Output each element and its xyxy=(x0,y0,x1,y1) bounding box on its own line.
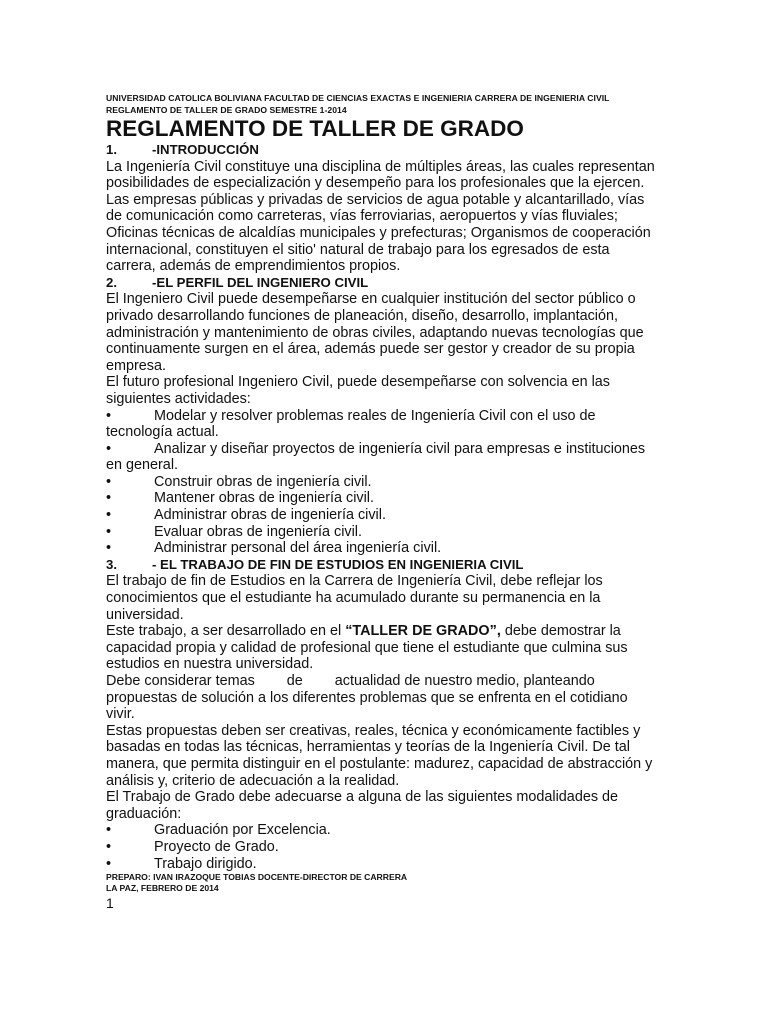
text-line: El futuro profesional Ingeniero Civil, puede desempeñarse con solvencia en las xyxy=(106,374,610,391)
text-line: Oficinas técnicas de alcaldías municipales y prefecturas; Organismos de cooperación xyxy=(106,224,651,241)
list-item xyxy=(106,822,666,839)
text-line: manera, que permita distinguir en el postulante: madurez, capacidad de abstracción y xyxy=(106,755,653,772)
section-heading-trabajo-fin-estudios xyxy=(106,557,666,574)
text-line: vivir. xyxy=(106,706,135,723)
list-item xyxy=(106,839,666,856)
text-line: El trabajo de fin de Estudios en la Carrera de Ingeniería Civil, debe reflejar los xyxy=(106,573,603,590)
text-line: empresa. xyxy=(106,357,166,374)
section-title: -EL PERFIL DEL INGENIERO CIVIL xyxy=(152,274,369,290)
header-line-2: REGLAMENTO DE TALLER DE GRADO SEMESTRE 1-2014 xyxy=(106,105,347,115)
text-line: posibilidades de especialización y desempeño para los profesionales que la ejercen. xyxy=(106,175,645,192)
text-line-taller xyxy=(106,623,666,640)
list-item xyxy=(106,474,666,491)
section-heading-introduccion xyxy=(106,142,666,159)
text-line: internacional, constituyen el sitio' natural de trabajo para los egresados de esta xyxy=(106,241,610,258)
list-item xyxy=(106,490,666,507)
section-number: 2. xyxy=(106,274,117,290)
document-page xyxy=(106,92,666,912)
list-item-text: Modelar y resolver problemas reales de Ingeniería Civil con el uso de xyxy=(154,407,596,424)
bullet-icon: • xyxy=(106,855,112,872)
bullet-icon: • xyxy=(106,490,112,507)
bullet-icon: • xyxy=(106,822,112,839)
bullet-icon: • xyxy=(106,473,112,490)
text-line: El Trabajo de Grado debe adecuarse a alguna de las siguientes modalidades de xyxy=(106,789,619,806)
text-line: propuestas de solución a los diferentes problemas que se enfrenta en el cotidiano xyxy=(106,689,628,706)
list-item-text: Evaluar obras de ingeniería civil. xyxy=(154,523,362,540)
bullet-icon: • xyxy=(106,407,112,424)
list-item-text: Trabajo dirigido. xyxy=(154,855,257,872)
text-fragment: debe demostrar la xyxy=(500,623,621,640)
taller-de-grado-emphasis: “TALLER DE GRADO”, xyxy=(345,623,501,640)
text-line: graduación: xyxy=(106,805,182,822)
text-line: carrera, además de emprendimientos propios. xyxy=(106,258,401,275)
bullet-icon: • xyxy=(106,540,112,557)
list-item-text: Administrar obras de ingeniería civil. xyxy=(154,507,386,524)
section-3-body xyxy=(106,573,666,872)
list-item-text: Analizar y diseñar proyectos de ingeniería civil para empresas e instituciones xyxy=(154,440,646,457)
list-item-text: Graduación por Excelencia. xyxy=(154,822,331,839)
text-line: estudios en nuestra universidad. xyxy=(106,656,314,673)
list-item xyxy=(106,524,666,541)
text-line: conocimientos que el estudiante ha acumulado durante su permanencia en la xyxy=(106,590,601,607)
section-1-body xyxy=(106,159,666,275)
footer-place-date: LA PAZ, FEBRERO DE 2014 xyxy=(106,883,219,894)
text-line: siguientes actividades: xyxy=(106,390,251,407)
page-title: REGLAMENTO DE TALLER DE GRADO xyxy=(106,116,524,141)
text-line: basadas en todas las técnicas, herramientas y teorías de la Ingeniería Civil. De tal xyxy=(106,739,630,756)
header-line-1: UNIVERSIDAD CATOLICA BOLIVIANA FACULTAD DE CIENCIAS EXACTAS E INGENIERIA CARRERA DE INGENIERIA CIVIL xyxy=(106,93,610,103)
list-item xyxy=(106,507,666,524)
bullet-icon: • xyxy=(106,440,112,457)
text-line: capacidad propia y calidad de profesional que tiene el estudiante que culmina sus xyxy=(106,639,628,656)
text-line: administración y mantenimiento de obras civiles, adaptando nuevas tecnologías que xyxy=(106,324,644,341)
text-line: análisis y, criterio de adecuación a la realidad. xyxy=(106,772,400,789)
list-item-text: Construir obras de ingeniería civil. xyxy=(154,473,372,490)
list-item xyxy=(106,408,666,425)
list-item-text: Mantener obras de ingeniería civil. xyxy=(154,490,374,507)
text-line: de comunicación como carreteras, vías ferroviarias, aeropuertos y vías fluviales; xyxy=(106,208,618,225)
list-item-continuation: en general. xyxy=(106,457,179,474)
text-line: Estas propuestas deben ser creativas, reales, técnica y económicamente factibles y xyxy=(106,722,641,739)
text-line: Debe considerar temas de actualidad de nuestro medio, planteando xyxy=(106,673,595,689)
section-title: -INTRODUCCIÓN xyxy=(152,142,259,157)
section-number: 3. xyxy=(106,556,117,572)
section-heading-perfil xyxy=(106,275,666,292)
page-number: 1 xyxy=(106,895,114,912)
text-line: La Ingeniería Civil constituye una disciplina de múltiples áreas, las cuales representan xyxy=(106,158,655,175)
list-item-text: Administrar personal del área ingeniería civil. xyxy=(154,540,442,557)
section-number: 1. xyxy=(106,142,117,157)
list-item-continuation: tecnología actual. xyxy=(106,424,219,441)
section-2-body xyxy=(106,291,666,557)
footer-prepared-by: PREPARO: IVAN IRAZOQUE TOBIAS DOCENTE-DIRECTOR DE CARRERA xyxy=(106,872,408,883)
text-line: Las empresas públicas y privadas de servicios de agua potable y alcantarillado, vías xyxy=(106,191,645,208)
list-item xyxy=(106,856,666,873)
list-item-text: Proyecto de Grado. xyxy=(154,838,279,855)
bullet-icon: • xyxy=(106,838,112,855)
text-line: El Ingeniero Civil puede desempeñarse en cualquier institución del sector público o xyxy=(106,291,636,308)
text-line: privado desarrollando funciones de planeación, diseño, desarrollo, implantación, xyxy=(106,307,618,324)
bullet-icon: • xyxy=(106,523,112,540)
list-item xyxy=(106,441,666,458)
text-line: continuamente surgen en el área, además puede ser gestor y creador de su propia xyxy=(106,341,635,358)
text-fragment: Este trabajo, a ser desarrollado en el xyxy=(106,623,346,640)
list-item xyxy=(106,540,666,557)
text-line: universidad. xyxy=(106,606,184,623)
bullet-icon: • xyxy=(106,507,112,524)
section-title: - EL TRABAJO DE FIN DE ESTUDIOS EN INGENIERIA CIVIL xyxy=(152,556,524,572)
